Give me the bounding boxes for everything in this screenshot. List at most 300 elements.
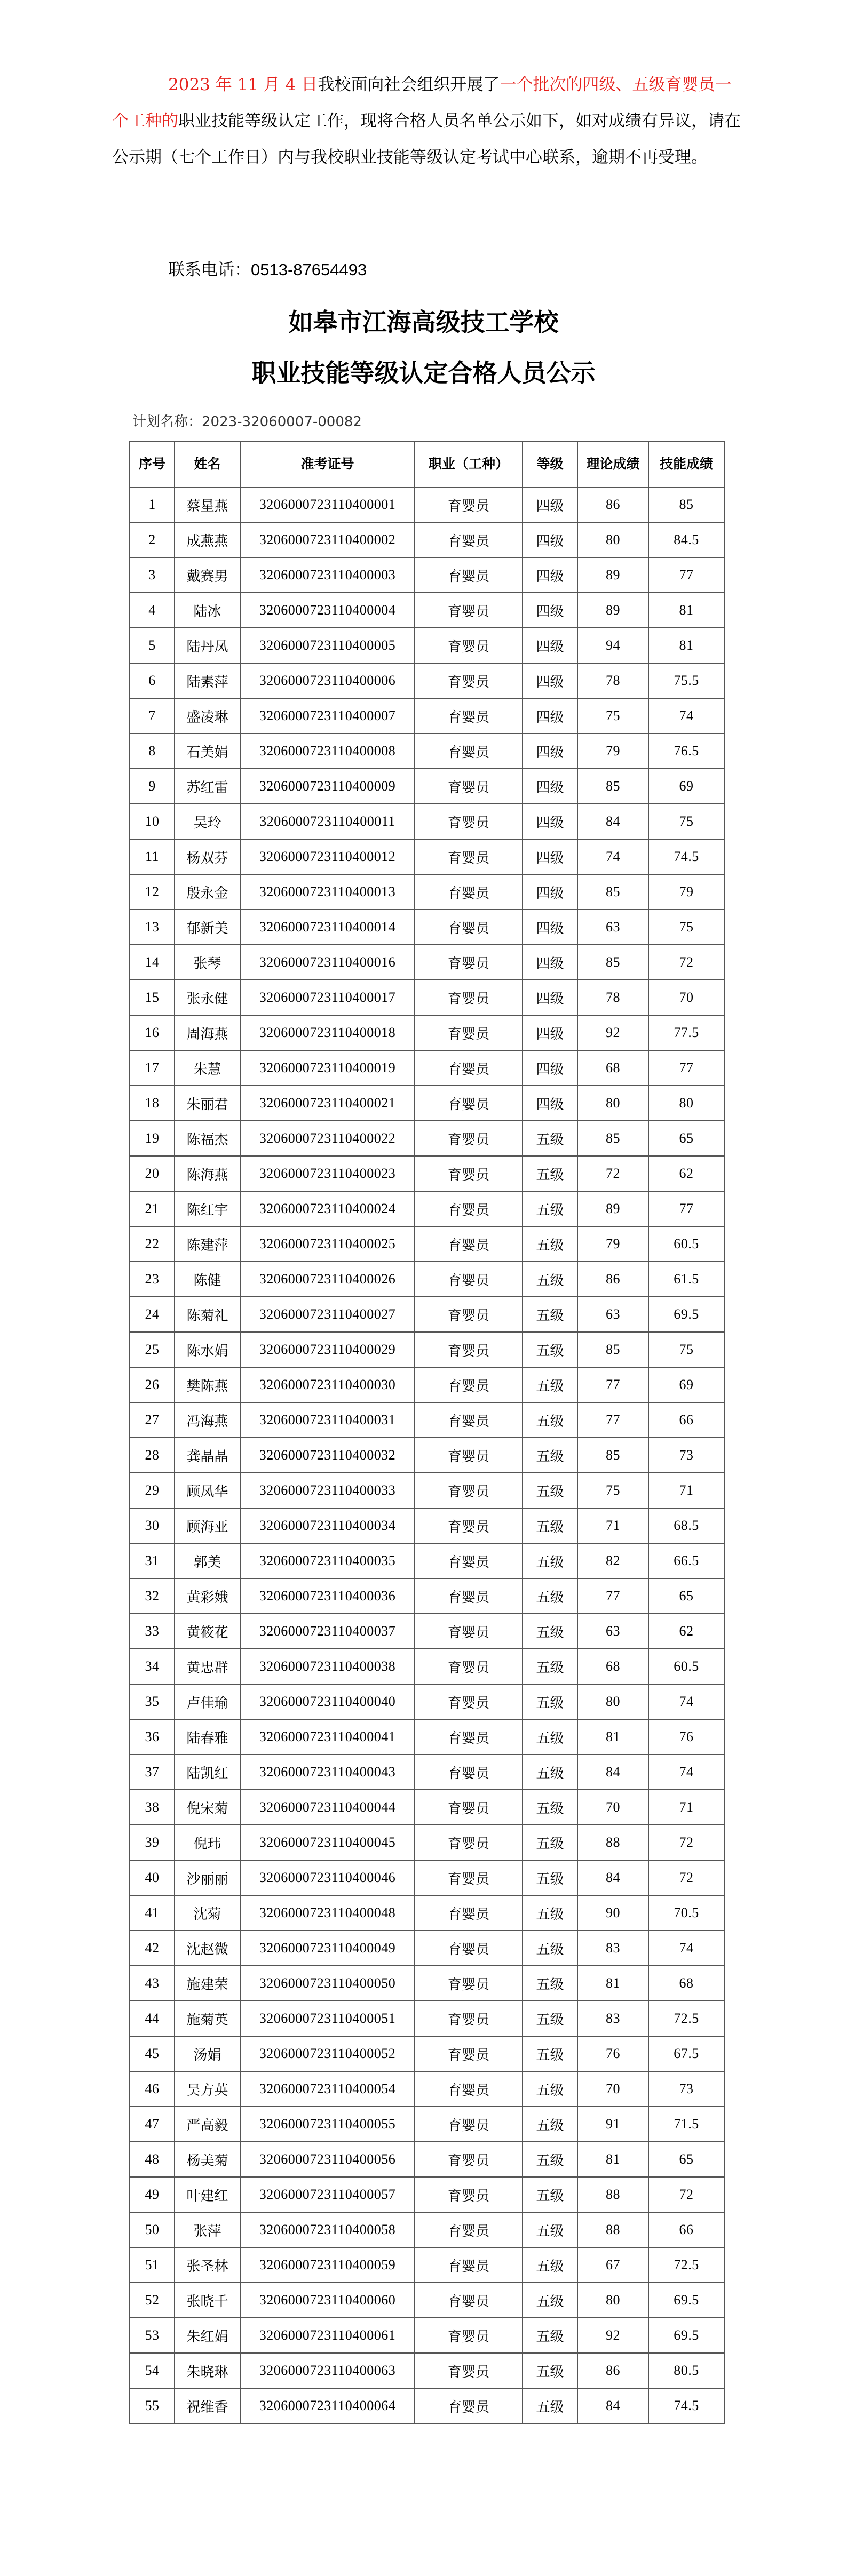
cell-skill: 61.5 — [648, 1262, 724, 1297]
cell-occupation: 育婴员 — [415, 2177, 523, 2212]
cell-index: 3 — [130, 557, 175, 593]
cell-name: 顾海亚 — [175, 1508, 240, 1543]
cell-name: 叶建红 — [175, 2177, 240, 2212]
cell-ticket: 3206000723110400044 — [240, 1790, 415, 1825]
cell-skill: 74 — [648, 698, 724, 733]
cell-ticket: 3206000723110400052 — [240, 2036, 415, 2071]
cell-name: 黄彩娥 — [175, 1578, 240, 1614]
cell-skill: 71 — [648, 1473, 724, 1508]
cell-occupation: 育婴员 — [415, 804, 523, 839]
table-row — [130, 1931, 724, 1966]
cell-level: 五级 — [523, 1790, 577, 1825]
cell-index: 1 — [130, 487, 175, 522]
roster-body — [130, 487, 724, 2423]
cell-ticket: 3206000723110400001 — [240, 487, 415, 522]
cell-ticket: 3206000723110400040 — [240, 1684, 415, 1719]
cell-level: 五级 — [523, 1367, 577, 1402]
cell-theory: 81 — [577, 1719, 648, 1754]
cell-index: 24 — [130, 1297, 175, 1332]
cell-index: 31 — [130, 1543, 175, 1578]
table-row — [130, 2388, 724, 2423]
table-row — [130, 733, 724, 769]
cell-name: 杨美菊 — [175, 2142, 240, 2177]
cell-index: 47 — [130, 2107, 175, 2142]
cell-skill: 75 — [648, 1332, 724, 1367]
cell-name: 陆凯红 — [175, 1754, 240, 1790]
cell-skill: 60.5 — [648, 1649, 724, 1684]
table-row — [130, 1895, 724, 1931]
contact-line — [168, 256, 367, 280]
cell-occupation: 育婴员 — [415, 2107, 523, 2142]
table-row — [130, 1578, 724, 1614]
table-row — [130, 2001, 724, 2036]
cell-index: 38 — [130, 1790, 175, 1825]
cell-skill: 74 — [648, 1754, 724, 1790]
cell-ticket: 3206000723110400033 — [240, 1473, 415, 1508]
cell-index: 52 — [130, 2283, 175, 2318]
cell-occupation: 育婴员 — [415, 1156, 523, 1191]
table-row — [130, 1297, 724, 1332]
cell-theory: 86 — [577, 2353, 648, 2388]
cell-ticket: 3206000723110400003 — [240, 557, 415, 593]
cell-skill: 65 — [648, 1578, 724, 1614]
cell-level: 四级 — [523, 1086, 577, 1121]
cell-theory: 79 — [577, 733, 648, 769]
cell-level: 五级 — [523, 2071, 577, 2107]
cell-theory: 72 — [577, 1156, 648, 1191]
cell-theory: 86 — [577, 1262, 648, 1297]
cell-occupation: 育婴员 — [415, 2283, 523, 2318]
cell-skill: 73 — [648, 2071, 724, 2107]
cell-name: 朱丽君 — [175, 1086, 240, 1121]
cell-occupation: 育婴员 — [415, 1825, 523, 1860]
cell-theory: 68 — [577, 1649, 648, 1684]
cell-theory: 85 — [577, 1121, 648, 1156]
cell-level: 五级 — [523, 1825, 577, 1860]
cell-theory: 77 — [577, 1578, 648, 1614]
cell-level: 五级 — [523, 1473, 577, 1508]
table-row — [130, 874, 724, 910]
cell-skill: 77.5 — [648, 1015, 724, 1050]
cell-level: 五级 — [523, 1402, 577, 1438]
cell-theory: 85 — [577, 769, 648, 804]
table-row — [130, 1402, 724, 1438]
cell-name: 施建荣 — [175, 1966, 240, 2001]
cell-index: 45 — [130, 2036, 175, 2071]
table-row — [130, 1086, 724, 1121]
cell-name: 陆素萍 — [175, 663, 240, 698]
cell-ticket: 3206000723110400061 — [240, 2318, 415, 2353]
cell-skill: 77 — [648, 557, 724, 593]
cell-occupation: 育婴员 — [415, 839, 523, 874]
table-row — [130, 2107, 724, 2142]
cell-name: 陈菊礼 — [175, 1297, 240, 1332]
header-row — [130, 441, 724, 487]
cell-level: 五级 — [523, 1543, 577, 1578]
cell-name: 张永健 — [175, 980, 240, 1015]
table-row — [130, 1966, 724, 2001]
cell-level: 四级 — [523, 945, 577, 980]
cell-level: 四级 — [523, 910, 577, 945]
cell-index: 49 — [130, 2177, 175, 2212]
cell-skill: 74 — [648, 1684, 724, 1719]
cell-ticket: 3206000723110400048 — [240, 1895, 415, 1931]
cell-theory: 68 — [577, 1050, 648, 1086]
cell-theory: 75 — [577, 1473, 648, 1508]
cell-ticket: 3206000723110400064 — [240, 2388, 415, 2423]
cell-skill: 68.5 — [648, 1508, 724, 1543]
cell-theory: 78 — [577, 980, 648, 1015]
cell-index: 51 — [130, 2247, 175, 2283]
cell-name: 冯海燕 — [175, 1402, 240, 1438]
cell-index: 53 — [130, 2318, 175, 2353]
cell-level: 五级 — [523, 1262, 577, 1297]
table-row — [130, 487, 724, 522]
cell-ticket: 3206000723110400045 — [240, 1825, 415, 1860]
cell-theory: 79 — [577, 1226, 648, 1262]
cell-name: 陆丹凤 — [175, 628, 240, 663]
notice-text-a: 我校面向社会组织开展了 — [318, 75, 500, 94]
cell-theory: 80 — [577, 522, 648, 557]
table-row — [130, 1262, 724, 1297]
cell-level: 五级 — [523, 1895, 577, 1931]
table-row — [130, 1332, 724, 1367]
cell-theory: 85 — [577, 1438, 648, 1473]
cell-occupation: 育婴员 — [415, 2071, 523, 2107]
cell-ticket: 3206000723110400024 — [240, 1191, 415, 1226]
cell-index: 20 — [130, 1156, 175, 1191]
cell-level: 五级 — [523, 2353, 577, 2388]
cell-name: 杨双芬 — [175, 839, 240, 874]
cell-theory: 63 — [577, 1614, 648, 1649]
cell-skill: 72.5 — [648, 2001, 724, 2036]
cell-name: 蔡星燕 — [175, 487, 240, 522]
cell-occupation: 育婴员 — [415, 2318, 523, 2353]
cell-skill: 76 — [648, 1719, 724, 1754]
cell-level: 四级 — [523, 557, 577, 593]
cell-index: 13 — [130, 910, 175, 945]
cell-skill: 70 — [648, 980, 724, 1015]
cell-occupation: 育婴员 — [415, 698, 523, 733]
cell-skill: 65 — [648, 2142, 724, 2177]
notice-date: 2023 年 11 月 4 日 — [168, 75, 318, 94]
cell-name: 吴方英 — [175, 2071, 240, 2107]
cell-occupation: 育婴员 — [415, 2353, 523, 2388]
table-row — [130, 2177, 724, 2212]
cell-skill: 60.5 — [648, 1226, 724, 1262]
cell-theory: 92 — [577, 2318, 648, 2353]
cell-ticket: 3206000723110400057 — [240, 2177, 415, 2212]
cell-index: 7 — [130, 698, 175, 733]
roster-table — [129, 441, 725, 2424]
cell-skill: 70.5 — [648, 1895, 724, 1931]
cell-index: 11 — [130, 839, 175, 874]
cell-ticket: 3206000723110400019 — [240, 1050, 415, 1086]
cell-level: 五级 — [523, 2036, 577, 2071]
cell-name: 顾凤华 — [175, 1473, 240, 1508]
cell-name: 殷永金 — [175, 874, 240, 910]
cell-ticket: 3206000723110400017 — [240, 980, 415, 1015]
cell-ticket: 3206000723110400029 — [240, 1332, 415, 1367]
cell-occupation: 育婴员 — [415, 1473, 523, 1508]
cell-occupation: 育婴员 — [415, 874, 523, 910]
cell-skill: 74 — [648, 1931, 724, 1966]
cell-occupation: 育婴员 — [415, 733, 523, 769]
cell-level: 五级 — [523, 2388, 577, 2423]
cell-skill: 81 — [648, 593, 724, 628]
cell-skill: 69.5 — [648, 2283, 724, 2318]
cell-occupation: 育婴员 — [415, 1860, 523, 1895]
cell-index: 33 — [130, 1614, 175, 1649]
cell-skill: 68 — [648, 1966, 724, 2001]
cell-name: 祝维香 — [175, 2388, 240, 2423]
cell-ticket: 3206000723110400027 — [240, 1297, 415, 1332]
contact-label: 联系电话： — [168, 260, 251, 280]
cell-skill: 79 — [648, 874, 724, 910]
cell-index: 28 — [130, 1438, 175, 1473]
table-row — [130, 980, 724, 1015]
cell-name: 石美娟 — [175, 733, 240, 769]
cell-index: 2 — [130, 522, 175, 557]
cell-name: 卢佳瑜 — [175, 1684, 240, 1719]
table-row — [130, 1438, 724, 1473]
cell-ticket: 3206000723110400011 — [240, 804, 415, 839]
cell-level: 四级 — [523, 663, 577, 698]
cell-theory: 86 — [577, 487, 648, 522]
table-row — [130, 2353, 724, 2388]
cell-name: 陈建萍 — [175, 1226, 240, 1262]
table-row — [130, 1508, 724, 1543]
cell-ticket: 3206000723110400016 — [240, 945, 415, 980]
table-row — [130, 2071, 724, 2107]
announcement-title: 职业技能等级认定合格人员公示 — [251, 358, 596, 387]
table-row — [130, 522, 724, 557]
cell-occupation: 育婴员 — [415, 1297, 523, 1332]
cell-name: 陈海燕 — [175, 1156, 240, 1191]
cell-occupation: 育婴员 — [415, 1966, 523, 2001]
cell-ticket: 3206000723110400049 — [240, 1931, 415, 1966]
cell-index: 32 — [130, 1578, 175, 1614]
cell-level: 四级 — [523, 769, 577, 804]
cell-skill: 66.5 — [648, 1543, 724, 1578]
cell-skill: 71.5 — [648, 2107, 724, 2142]
cell-skill: 72 — [648, 1825, 724, 1860]
cell-level: 五级 — [523, 1754, 577, 1790]
plan-label: 计划名称：2023-32060007-00082 — [132, 414, 362, 430]
cell-index: 35 — [130, 1684, 175, 1719]
cell-name: 黄忠群 — [175, 1649, 240, 1684]
cell-ticket: 3206000723110400018 — [240, 1015, 415, 1050]
cell-level: 五级 — [523, 1121, 577, 1156]
cell-name: 汤娟 — [175, 2036, 240, 2071]
cell-ticket: 3206000723110400006 — [240, 663, 415, 698]
cell-ticket: 3206000723110400038 — [240, 1649, 415, 1684]
cell-level: 五级 — [523, 2318, 577, 2353]
cell-name: 沈赵微 — [175, 1931, 240, 1966]
cell-ticket: 3206000723110400004 — [240, 593, 415, 628]
cell-ticket: 3206000723110400023 — [240, 1156, 415, 1191]
cell-occupation: 育婴员 — [415, 663, 523, 698]
cell-occupation: 育婴员 — [415, 2212, 523, 2247]
cell-level: 五级 — [523, 1931, 577, 1966]
cell-name: 朱晓琳 — [175, 2353, 240, 2388]
cell-level: 五级 — [523, 1614, 577, 1649]
cell-occupation: 育婴员 — [415, 1367, 523, 1402]
cell-skill: 80.5 — [648, 2353, 724, 2388]
cell-index: 46 — [130, 2071, 175, 2107]
cell-level: 四级 — [523, 1050, 577, 1086]
cell-theory: 88 — [577, 2177, 648, 2212]
cell-ticket: 3206000723110400005 — [240, 628, 415, 663]
cell-ticket: 3206000723110400021 — [240, 1086, 415, 1121]
cell-theory: 78 — [577, 663, 648, 698]
cell-occupation: 育婴员 — [415, 2001, 523, 2036]
cell-theory: 76 — [577, 2036, 648, 2071]
cell-theory: 85 — [577, 1332, 648, 1367]
cell-level: 五级 — [523, 1684, 577, 1719]
table-row — [130, 2212, 724, 2247]
cell-theory: 77 — [577, 1402, 648, 1438]
cell-name: 朱慧 — [175, 1050, 240, 1086]
cell-name: 樊陈燕 — [175, 1367, 240, 1402]
cell-skill: 77 — [648, 1191, 724, 1226]
cell-occupation: 育婴员 — [415, 1754, 523, 1790]
cell-occupation: 育婴员 — [415, 1684, 523, 1719]
cell-name: 陈红宇 — [175, 1191, 240, 1226]
cell-skill: 75 — [648, 804, 724, 839]
cell-index: 40 — [130, 1860, 175, 1895]
cell-theory: 85 — [577, 874, 648, 910]
cell-name: 陈福杰 — [175, 1121, 240, 1156]
cell-level: 五级 — [523, 1297, 577, 1332]
cell-ticket: 3206000723110400056 — [240, 2142, 415, 2177]
cell-ticket: 3206000723110400008 — [240, 733, 415, 769]
cell-level: 四级 — [523, 1015, 577, 1050]
cell-occupation: 育婴员 — [415, 945, 523, 980]
cell-occupation: 育婴员 — [415, 769, 523, 804]
cell-name: 龚晶晶 — [175, 1438, 240, 1473]
cell-name: 倪玮 — [175, 1825, 240, 1860]
cell-occupation: 育婴员 — [415, 1931, 523, 1966]
cell-index: 10 — [130, 804, 175, 839]
cell-level: 五级 — [523, 1649, 577, 1684]
cell-index: 14 — [130, 945, 175, 980]
cell-index: 29 — [130, 1473, 175, 1508]
table-row — [130, 804, 724, 839]
cell-occupation: 育婴员 — [415, 2388, 523, 2423]
cell-index: 23 — [130, 1262, 175, 1297]
table-row — [130, 1015, 724, 1050]
cell-ticket: 3206000723110400007 — [240, 698, 415, 733]
cell-skill: 85 — [648, 487, 724, 522]
header-name: 姓名 — [175, 441, 240, 487]
cell-occupation: 育婴员 — [415, 593, 523, 628]
cell-occupation: 育婴员 — [415, 1895, 523, 1931]
cell-theory: 63 — [577, 910, 648, 945]
school-title: 如皋市江海高级技工学校 — [288, 308, 559, 337]
header-ticket: 准考证号 — [240, 441, 415, 487]
cell-occupation: 育婴员 — [415, 1438, 523, 1473]
cell-occupation: 育婴员 — [415, 980, 523, 1015]
cell-ticket: 3206000723110400014 — [240, 910, 415, 945]
cell-index: 15 — [130, 980, 175, 1015]
cell-skill: 62 — [648, 1614, 724, 1649]
table-row — [130, 1367, 724, 1402]
cell-name: 陈水娟 — [175, 1332, 240, 1367]
cell-index: 44 — [130, 2001, 175, 2036]
table-row — [130, 628, 724, 663]
cell-occupation: 育婴员 — [415, 910, 523, 945]
cell-name: 成燕燕 — [175, 522, 240, 557]
cell-level: 五级 — [523, 1578, 577, 1614]
cell-theory: 81 — [577, 2142, 648, 2177]
cell-theory: 94 — [577, 628, 648, 663]
cell-index: 30 — [130, 1508, 175, 1543]
cell-occupation: 育婴员 — [415, 1191, 523, 1226]
cell-index: 36 — [130, 1719, 175, 1754]
cell-theory: 80 — [577, 2283, 648, 2318]
header-theory: 理论成绩 — [577, 441, 648, 487]
cell-theory: 83 — [577, 1931, 648, 1966]
table-row — [130, 1156, 724, 1191]
table-row — [130, 1121, 724, 1156]
cell-level: 五级 — [523, 2001, 577, 2036]
cell-occupation: 育婴员 — [415, 1719, 523, 1754]
table-row — [130, 557, 724, 593]
cell-ticket: 3206000723110400059 — [240, 2247, 415, 2283]
cell-level: 四级 — [523, 487, 577, 522]
header-index: 序号 — [130, 441, 175, 487]
cell-occupation: 育婴员 — [415, 1508, 523, 1543]
cell-skill: 69.5 — [648, 1297, 724, 1332]
cell-skill: 72.5 — [648, 2247, 724, 2283]
cell-name: 陈健 — [175, 1262, 240, 1297]
cell-skill: 67.5 — [648, 2036, 724, 2071]
header-skill: 技能成绩 — [648, 441, 724, 487]
cell-level: 五级 — [523, 1719, 577, 1754]
table-row — [130, 1050, 724, 1086]
cell-skill: 69.5 — [648, 2318, 724, 2353]
cell-skill: 74.5 — [648, 2388, 724, 2423]
cell-theory: 92 — [577, 1015, 648, 1050]
cell-index: 8 — [130, 733, 175, 769]
cell-name: 张圣林 — [175, 2247, 240, 2283]
cell-index: 21 — [130, 1191, 175, 1226]
table-row — [130, 2318, 724, 2353]
cell-theory: 80 — [577, 1684, 648, 1719]
cell-level: 五级 — [523, 2107, 577, 2142]
table-row — [130, 839, 724, 874]
cell-occupation: 育婴员 — [415, 1402, 523, 1438]
cell-occupation: 育婴员 — [415, 628, 523, 663]
cell-skill: 77 — [648, 1050, 724, 1086]
cell-occupation: 育婴员 — [415, 1262, 523, 1297]
cell-theory: 89 — [577, 557, 648, 593]
table-row — [130, 1754, 724, 1790]
cell-index: 50 — [130, 2212, 175, 2247]
cell-theory: 89 — [577, 593, 648, 628]
cell-occupation: 育婴员 — [415, 1614, 523, 1649]
cell-index: 54 — [130, 2353, 175, 2388]
cell-level: 五级 — [523, 1156, 577, 1191]
header-level: 等级 — [523, 441, 577, 487]
cell-index: 25 — [130, 1332, 175, 1367]
cell-index: 5 — [130, 628, 175, 663]
cell-level: 五级 — [523, 1966, 577, 2001]
cell-index: 34 — [130, 1649, 175, 1684]
cell-ticket: 3206000723110400035 — [240, 1543, 415, 1578]
table-row — [130, 1790, 724, 1825]
